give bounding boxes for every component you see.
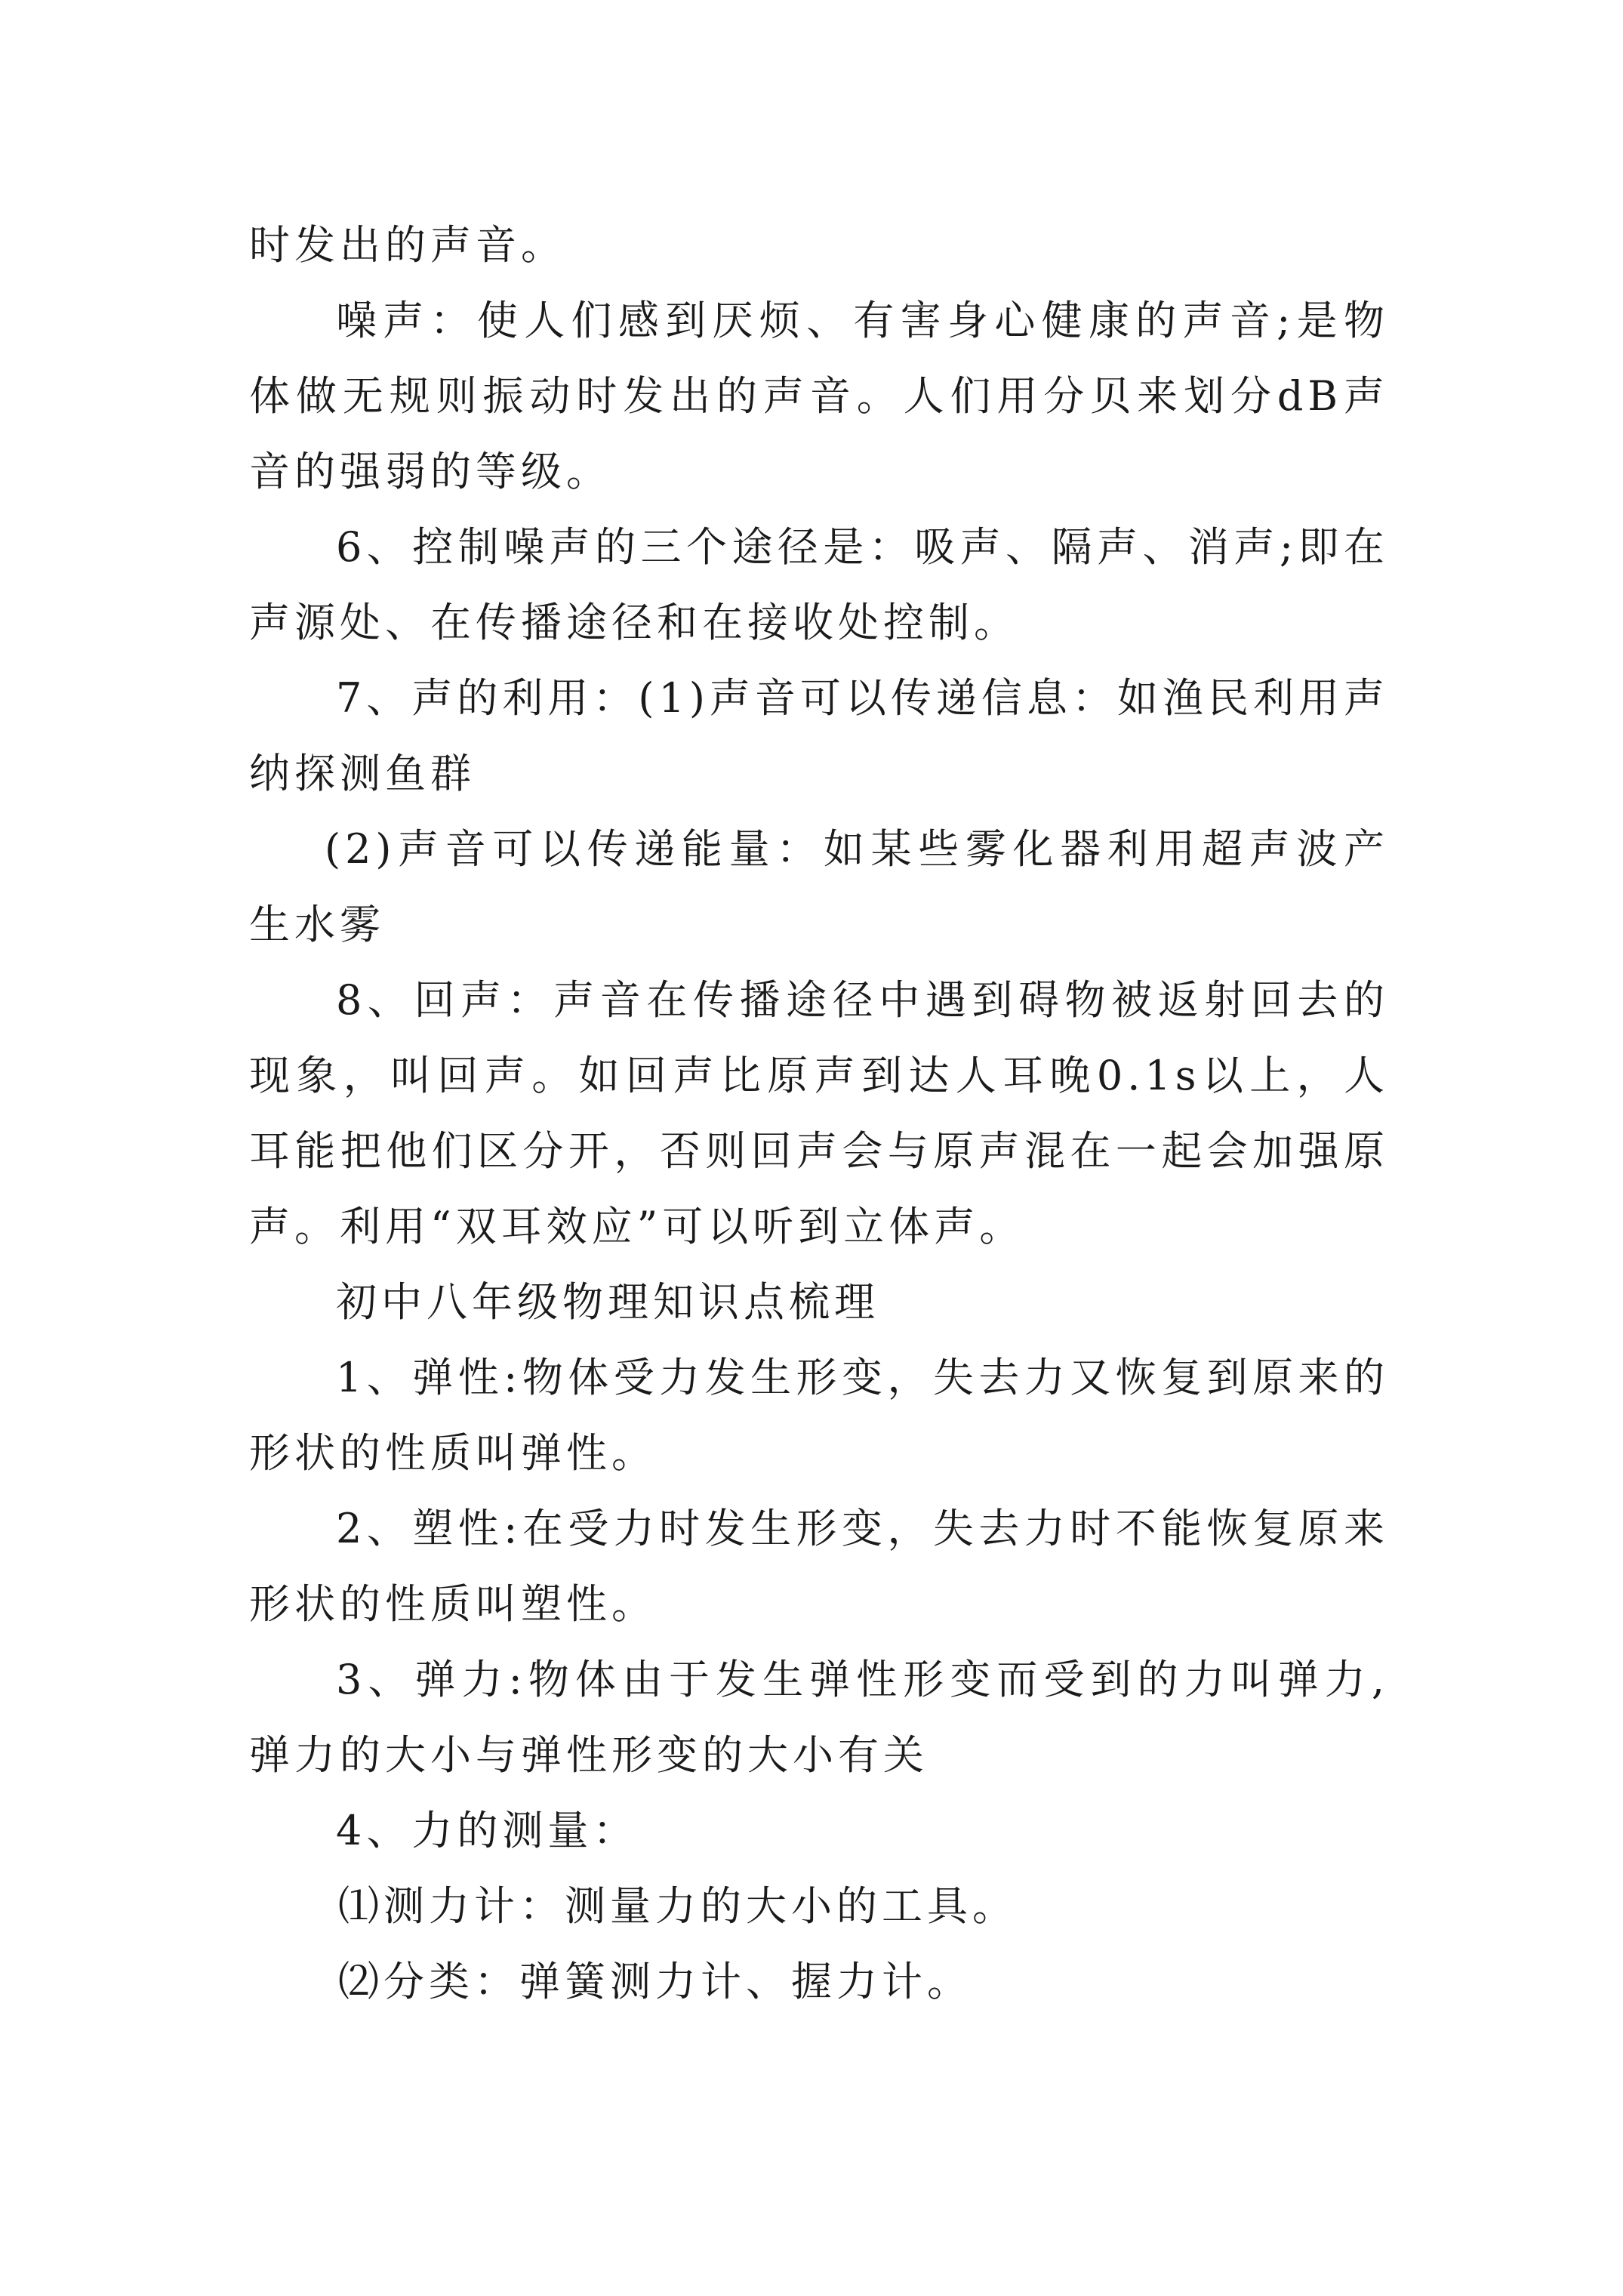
paragraph-force-measurement: 4、力的测量：	[336, 1807, 639, 1854]
paragraph-plasticity: 2、塑性:在受力时发生形变，失去力时不能恢复原来形状的性质叫塑性。	[249, 1505, 1389, 1628]
document-body	[249, 208, 1389, 2020]
paragraph-sound-use-information: 7、声的利用：(1)声音可以传递信息：如渔民利用声纳探测鱼群	[249, 674, 1389, 797]
paragraph-continuation: 时发出的声音。	[249, 221, 566, 269]
paragraph-noise-definition: 噪声：使人们感到厌烦、有害身心健康的声音;是物体做无规则振动时发出的声音。人们用分贝来划分dB声音的强弱的等级。	[249, 297, 1389, 495]
paragraph-elasticity: 1、弹性:物体受力发生形变，失去力又恢复到原来的形状的性质叫弹性。	[249, 1354, 1389, 1477]
paragraph-dynamometer: ⑴测力计：测量力的大小的工具。	[338, 1882, 1018, 1930]
paragraph-elastic-force: 3、弹力:物体由于发生弹性形变而受到的力叫弹力,弹力的大小与弹性形变的大小有关	[249, 1656, 1389, 1779]
paragraph-sound-use-energy: (2)声音可以传递能量：如某些雾化器利用超声波产生水雾	[249, 825, 1389, 948]
paragraph-echo: 8、回声：声音在传播途径中遇到碍物被返射回去的现象，叫回声。如回声比原声到达人耳晚0.1s以上，人耳能把他们区分开，否则回声会与原声混在一起会加强原声。利用“双耳效应”可以听到立体声。	[249, 976, 1389, 1250]
paragraph-noise-control: 6、控制噪声的三个途径是：吸声、隔声、消声;即在声源处、在传播途径和在接收处控制。	[249, 523, 1389, 646]
section-heading: 初中八年级物理知识点梳理	[336, 1278, 879, 1326]
paragraph-classification: ⑵分类：弹簧测力计、握力计。	[338, 1958, 972, 2005]
